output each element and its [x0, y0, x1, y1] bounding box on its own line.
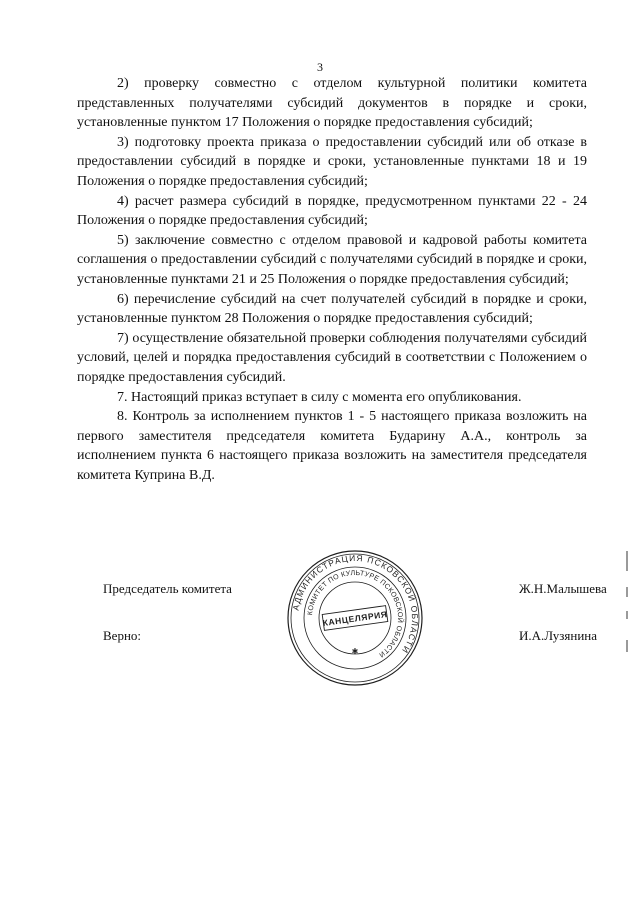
- paragraph-item-4: 4) расчет размера субсидий в порядке, предусмотренном пунктами 22 - 24 Положения о порядке предоставления субсидий;: [77, 193, 587, 229]
- scan-edge-mark: [626, 640, 628, 652]
- paragraph-item-2: 2) проверку совместно с отделом культурной политики комитета представленных получателями субсидий документов в порядке и сроки, установленные пунктом 17 Положения о порядке предоставления субсидий;: [77, 76, 587, 131]
- stamp-star-icon: ✱: [351, 647, 359, 656]
- office-stamp: [285, 548, 425, 688]
- stamp-outer-text: АДМИНИСТРАЦИЯ ПСКОВСКОЙ ОБЛАСТИ: [290, 552, 421, 656]
- paragraph-item-3: 3) подготовку проекта приказа о предоставлении субсидий или об отказе в предоставлении субсидий в порядке и сроки, установленные пунктами 18 и 19 Положения о порядке предоставления субсидий;: [77, 134, 587, 189]
- chair-title: Председатель комитета: [103, 581, 232, 596]
- verified-label: Верно:: [103, 628, 142, 643]
- scan-edge-mark: [626, 611, 628, 619]
- paragraph-item-6: 6) перечисление субсидий на счет получателей субсидий в порядке и сроки, установленные пунктом 28 Положения о порядке предоставления субсидий;: [77, 291, 587, 327]
- paragraph-item-5: 5) заключение совместно с отделом правовой и кадровой работы комитета соглашения о предоставлении субсидий с получателями субсидий в порядке и сроки, установленные пунктами 21 и 25 Положения о порядке предоставления субсидий;: [77, 232, 587, 287]
- paragraph-clause-8: 8. Контроль за исполнением пунктов 1 - 5 настоящего приказа возложить на первого заместителя председателя комитета Бударину А.А., контроль за исполнением пункта 6 настоящего приказа возложить на заместителя председателя комитета Куприна В.Д.: [77, 409, 587, 483]
- scan-edge-mark: [626, 587, 628, 597]
- page-number: 3: [317, 60, 323, 74]
- paragraph-item-7: 7) осуществление обязательной проверки соблюдения получателями субсидий условий, целей и порядка предоставления субсидий в соответствии с Положением о порядке предоставления субсидий.: [77, 330, 587, 385]
- document-body: [77, 74, 587, 485]
- stamp-center-text: КАНЦЕЛЯРИЯ: [322, 608, 389, 628]
- paragraph-clause-7: 7. Настоящий приказ вступает в силу с момента его опубликования.: [117, 389, 522, 405]
- stamp-inner-text: КОМИТЕТ ПО КУЛЬТУРЕ ПСКОВСКОЙ ОБЛАСТИ: [307, 569, 404, 659]
- chair-name: Ж.Н.Малышева: [519, 581, 607, 596]
- scan-edge-mark: [626, 551, 628, 571]
- verified-name: И.А.Лузянина: [519, 628, 598, 643]
